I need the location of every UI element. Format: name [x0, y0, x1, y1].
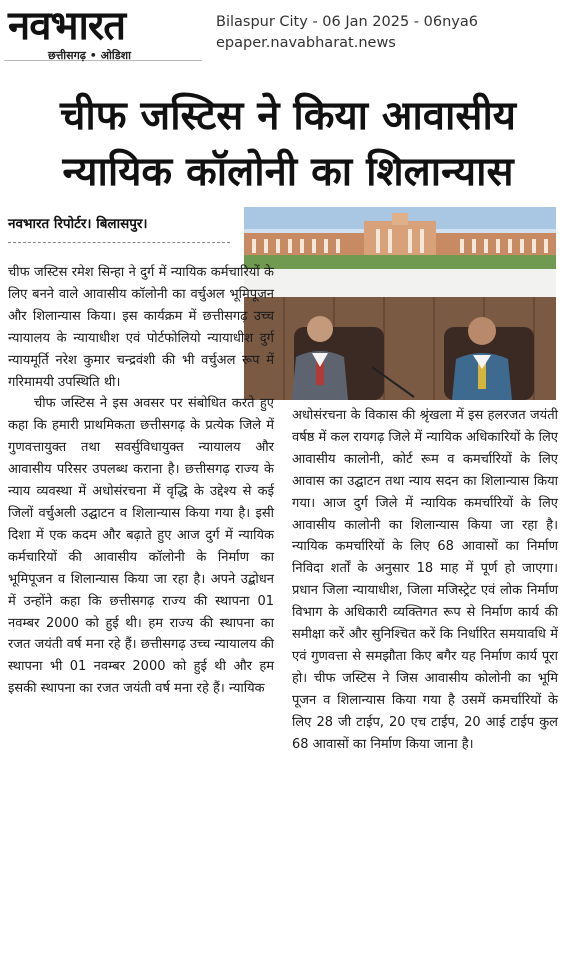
logo-text: नवभारत	[8, 3, 126, 49]
headline-line-1: चीफ जस्टिस ने किया आवासीय	[59, 93, 517, 139]
paragraph: चीफ जस्टिस ने इस अवसर पर संबोधित करते हुए कहा कि हमारी प्राथमिकता छत्तीसगढ़ के प्रत्येक जिले में गुणवत्तायुक्त तथा सवर्सुविधायुक्त न्यायालय और आवासीय परिसर उपलब्ध कराना है। छत्तीसगढ़ राज्य के न्याय व्यवस्था में अधोसंरचना में वृद्धि के उद्देश्य से कई जिलों वर्चुअली उद्घाटन व शिलान्यास किया गया है। इसी दिशा में एक कदम और बढ़ाते हुए आज दुर्ग में न्यायिक कर्मचारियों की आवासीय कॉलोनी के निर्माण का भूमिपूजन व शिलान्यास किया जा रहा है। अपने उद्बोधन में उन्होंने कहा कि छत्तीसगढ़ राज्य की स्थापना 01 नवम्बर 2000 को हुई थी। हम राज्य की स्थापना का रजत जयंती वर्ष मना रहे हैं। छत्तीसगढ़ उच्च न्यायालय की स्थापना भी 01 नवम्बर 2000 को हुई थी और हम इसकी स्थापना का रजत जयंती वर्ष मना रहे हैं। न्यायिक	[8, 396, 274, 697]
edition-meta	[216, 12, 478, 54]
paragraph: अधोसंरचना के विकास की श्रृंखला में इस हलरजत जयंती वर्षष्ठ में कल रायगढ़ जिले में न्यायिक अधिकारियों के लिए आवासीय कालोनी, कोर्ट रूम व कमर्चारियों के लिए आवास का उद्घाटन तथा न्याय सदन का शिलान्यास किया गया। आज दुर्ग जिले में न्यायिक कमर्चारियों के लिए आवासीय कालोनी का शिलान्यास किया जा रहा है। न्यायिक कमर्चारियों के लिए 68 आवासों का निर्माण निविदा शर्तों के अनुसार 18 माह में पूर्ण हो जाएगा। प्रधान जिला न्यायाधीश, जिला मजिस्ट्रेट एवं लोक निर्माण विभाग के अधिकारी व्यक्तिगत रूप से निर्माण कार्य की समीक्षा करें और सुनिश्चित करें कि निर्धारित समयावधि में एवं गुणवत्ता से समझौता किए बगैर यह निर्माण कार्य पूरा हो। चीफ जस्टिस ने जिस आवासीय कोलोनी का भूमि पूजन व शिलान्यास किया गया है उसमें कमर्चारियों के लिए 28 जी टाईप, 20 एच टाईप, 20 आई टाईप कुल 68 आवासों का निर्माण किया जाना है।	[292, 408, 558, 752]
headline-line-2: न्यायिक कॉलोनी का शिलान्यास	[62, 149, 514, 195]
event-photo	[244, 207, 556, 400]
article-column-2	[292, 405, 558, 756]
newspaper-logo	[4, 4, 202, 61]
masthead	[0, 0, 576, 68]
byline: नवभारत रिपोर्टर। बिलासपुर।	[8, 214, 230, 243]
website-link[interactable]: epaper.navabharat.news	[216, 35, 396, 51]
article-column-1	[8, 262, 274, 700]
headline	[10, 88, 566, 200]
paragraph: चीफ जस्टिस रमेश सिन्हा ने दुर्ग में न्यायिक कर्मचारियों के लिए बनने वाले आवासीय कॉलोनी का वर्चुअल भूमिपूजन और शिलान्यास किया। इस कार्यक्रम में छत्तीसगढ़ उच्च न्यायालय के न्यायाधीश एवं पोर्टफोलियो न्यायाधीश दुर्ग न्यायमूर्ति नरेश कुमार चन्द्रवंशी की भी वर्चुअल रूप में गरिमामयी उपस्थिति थी।	[8, 265, 274, 390]
edition-line: Bilaspur City - 06 Jan 2025 - 06nya6	[216, 14, 478, 30]
logo-region: छत्तीसगढ़ • ओडिशा	[48, 49, 131, 62]
photo-illustration	[244, 207, 556, 400]
